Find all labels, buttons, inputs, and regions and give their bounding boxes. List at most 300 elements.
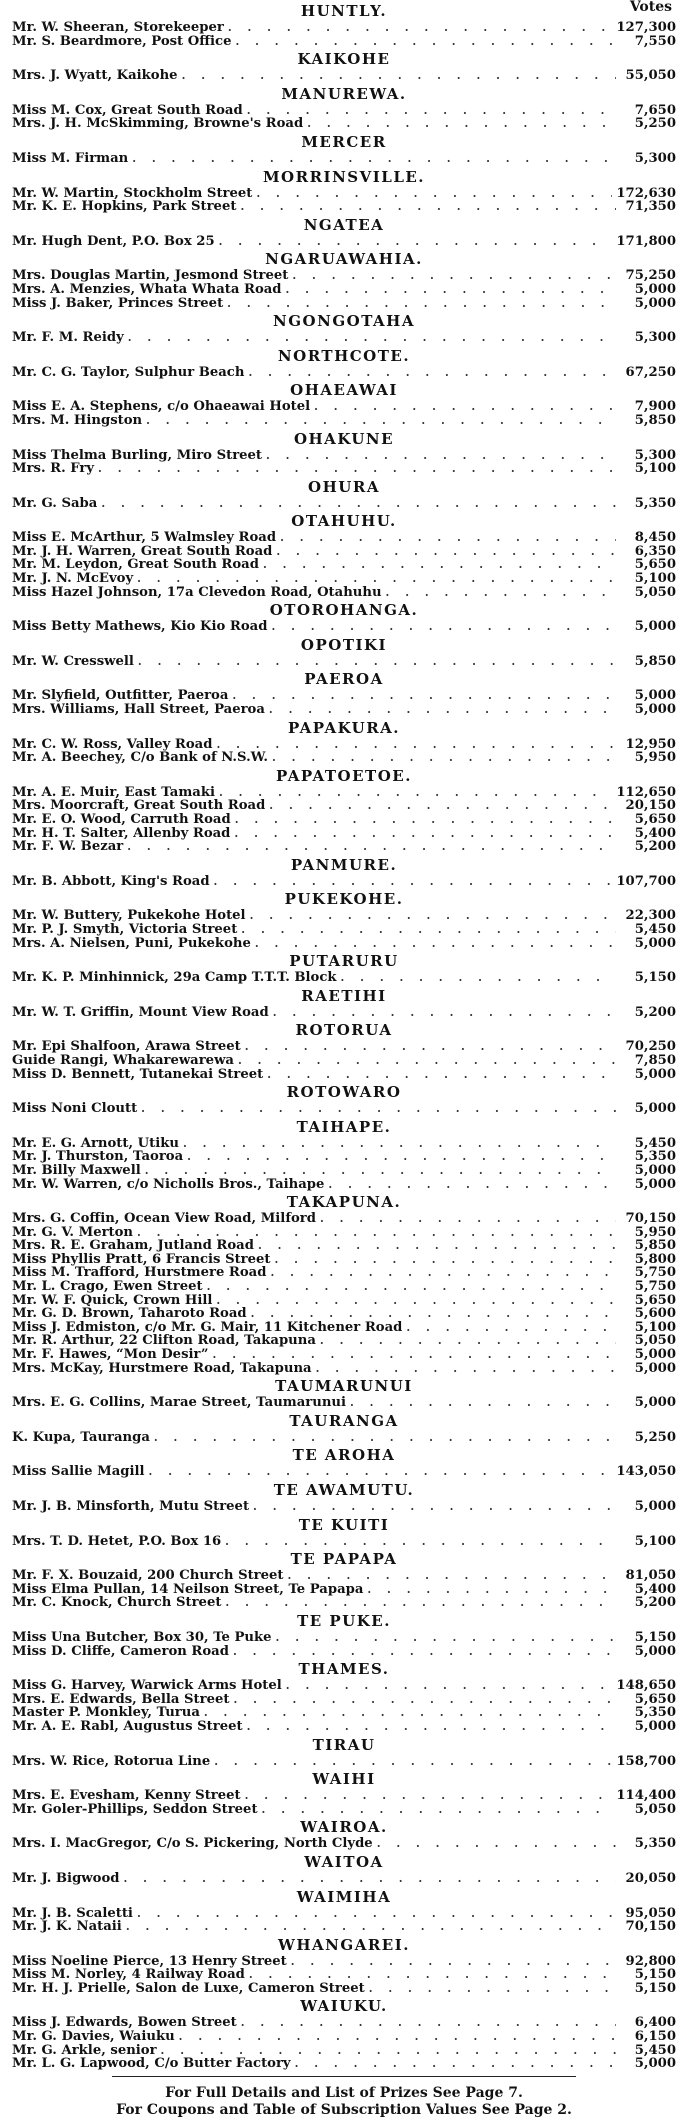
entrant-row [12, 786, 676, 800]
town-section [12, 719, 676, 765]
entrant-votes: 5,300 [634, 447, 676, 463]
town-section [12, 670, 676, 716]
entrant-row [12, 104, 676, 118]
dot-leader [238, 1054, 616, 1068]
town-section [12, 601, 676, 634]
entrant-row [12, 586, 676, 600]
entrant-name: Mr. H. T. Salter, Allenby Road [12, 825, 231, 841]
dot-leader [137, 572, 616, 586]
town-heading: TE PUKE. [297, 1611, 391, 1630]
town-section [12, 430, 676, 476]
entrant-votes: 5,800 [634, 1251, 676, 1267]
entrant-votes: 5,050 [634, 1801, 676, 1817]
entrant-row [12, 1755, 676, 1769]
entrant-name: Mr. Goler-Phillips, Seddon Street [12, 1801, 258, 1817]
entrant-votes: 8,450 [634, 530, 676, 546]
entrant-votes: 5,450 [634, 2042, 676, 2058]
entrant-name: Mr. J. Thurston, Taoroa [12, 1149, 184, 1165]
dot-leader [249, 1968, 616, 1982]
entrant-name: Mr. E. G. Arnott, Utiku [12, 1135, 179, 1151]
dot-leader [225, 1535, 616, 1549]
entrant-row [12, 1535, 676, 1549]
town-section [12, 250, 676, 310]
dot-leader [273, 1006, 616, 1020]
entrant-name: Miss D. Cliffe, Cameron Road [12, 1643, 229, 1659]
town-heading: OPOTIKI [300, 635, 388, 654]
dot-leader [247, 1720, 616, 1734]
entrant-votes: 5,000 [634, 1643, 676, 1659]
entrant-name: Mr. G. V. Merton [12, 1224, 134, 1240]
entrant-name: Miss Phyllis Pratt, 6 Francis Street [12, 1251, 271, 1267]
entrant-name: Mr. A. Beechey, C/o Bank of N.S.W. [12, 750, 269, 766]
entrant-name: Mrs. E. Evesham, Kenny Street [12, 1788, 241, 1804]
entrant-votes: 5,200 [634, 1595, 676, 1611]
entrant-name: Mr. S. Beardmore, Post Office [12, 33, 232, 49]
entrant-name: Mr. H. J. Prielle, Salon de Luxe, Cameron Street [12, 1980, 365, 1996]
entrant-row [12, 1465, 676, 1479]
town-section [12, 636, 676, 669]
entrant-name: Mr. C. W. Ross, Valley Road [12, 736, 213, 752]
town-section [12, 312, 676, 345]
entrant-row [12, 1137, 676, 1151]
dot-leader [275, 1253, 616, 1267]
dot-leader [161, 2044, 616, 2058]
entrant-name: Miss J. Baker, Princes Street [12, 295, 224, 311]
town-section [12, 1550, 676, 1610]
entrant-votes: 112,650 [616, 784, 676, 800]
dot-leader [137, 1907, 616, 1921]
entrant-row [12, 1837, 676, 1851]
dot-leader [127, 840, 616, 854]
dot-leader [233, 1645, 616, 1659]
entrant-name: Miss E. McArthur, 5 Walmsley Road [12, 530, 277, 546]
dot-leader [132, 152, 616, 166]
dot-leader [286, 283, 616, 297]
entrant-name: Mr. G. Saba [12, 495, 98, 511]
entrant-votes: 5,250 [634, 116, 676, 132]
entrant-name: Miss J. Edwards, Bowen Street [12, 2015, 237, 2031]
entrant-votes: 5,000 [634, 295, 676, 311]
dot-leader [234, 827, 616, 841]
entrant-row [12, 497, 676, 511]
entrant-name: Mr. L. Crago, Ewen Street [12, 1279, 203, 1295]
entrant-row [12, 1907, 676, 1921]
entrant-votes: 5,000 [634, 1395, 676, 1411]
entrant-name: Mr. F. M. Reidy [12, 330, 124, 346]
dot-leader [235, 813, 616, 827]
entrant-row [12, 152, 676, 166]
entrant-name: Mr. G. Davies, Waiuku [12, 2029, 175, 2045]
entrant-row [12, 1500, 676, 1514]
entrant-name: Mr. Epi Shalfoon, Arawa Street [12, 1039, 241, 1055]
dot-leader [280, 531, 616, 545]
town-heading: WAIHI [312, 1770, 376, 1789]
town-section [12, 216, 676, 249]
entrant-name: Miss Betty Mathews, Kio Kio Road [12, 619, 268, 635]
entrant-name: Miss M. Cox, Great South Road [12, 102, 243, 118]
dot-leader [183, 1137, 616, 1151]
entrant-row [12, 813, 676, 827]
entrant-row [12, 840, 676, 854]
entrant-votes: 5,200 [634, 1004, 676, 1020]
entrant-name: Mrs. E. Edwards, Bella Street [12, 1691, 230, 1707]
entrant-row [12, 1955, 676, 1969]
entrant-name: Mrs. W. Rice, Rotorua Line [12, 1753, 211, 1769]
entrant-row [12, 1720, 676, 1734]
entrant-row [12, 1706, 676, 1720]
entrant-row [12, 1396, 676, 1410]
entrant-row [12, 1348, 676, 1362]
entrant-name: Mr. W. Warren, c/o Nicholls Bros., Taihape [12, 1176, 325, 1192]
entrant-name: Mr. G. Arkle, senior [12, 2042, 157, 2058]
town-heading: OTAHUHU. [291, 512, 397, 531]
entrant-votes: 5,000 [634, 688, 676, 704]
entrant-name: Miss J. Edmiston, c/o Mr. G. Mair, 11 Kitchener Road [12, 1319, 403, 1335]
dot-leader [328, 1178, 616, 1192]
entrant-name: Miss Hazel Johnson, 17a Clevedon Road, Otahuhu [12, 584, 382, 600]
entrant-name: Mrs. J. H. McSkimming, Browne's Road [12, 116, 304, 132]
entrant-name: Mrs. A. Nielsen, Puni, Pukekohe [12, 935, 251, 951]
entrant-row [12, 366, 676, 380]
entrant-row [12, 1294, 676, 1308]
entrant-name: Mr. B. Abbott, King's Road [12, 873, 210, 889]
entrant-votes: 7,900 [634, 399, 676, 415]
dot-leader [253, 1500, 616, 1514]
town-heading: TAUMARUNUI [275, 1377, 413, 1396]
dot-leader [123, 1872, 616, 1886]
town-section [12, 85, 676, 131]
entrant-row [12, 283, 676, 297]
dot-leader [269, 799, 616, 813]
town-heading: OHAEAWAI [290, 381, 398, 400]
dot-leader [233, 1693, 616, 1707]
entrant-row [12, 1679, 676, 1693]
entrant-votes: 6,150 [634, 2029, 676, 2045]
entrant-name: Mrs. Douglas Martin, Jesmond Street [12, 268, 289, 284]
town-heading: PAPATOETOE. [276, 766, 412, 785]
entrant-row [12, 2030, 676, 2044]
entrant-votes: 5,000 [634, 281, 676, 297]
entrant-votes: 5,100 [634, 461, 676, 477]
town-section [12, 1770, 676, 1816]
town-heading: WAIROA. [300, 1818, 388, 1837]
entrant-row [12, 655, 676, 669]
dot-leader [276, 545, 616, 559]
entrant-name: Mrs. R. Fry [12, 461, 95, 477]
dot-leader [266, 449, 616, 463]
entrant-row [12, 1693, 676, 1707]
entrant-name: Mr. E. O. Wood, Carruth Road [12, 812, 231, 827]
dot-leader [182, 69, 616, 83]
dot-leader [214, 875, 613, 889]
dot-leader [204, 1706, 616, 1720]
dot-leader [288, 1569, 616, 1583]
entrant-name: Mr. F. Hawes, “Mon Desir” [12, 1347, 209, 1363]
dot-leader [241, 923, 616, 937]
dot-leader [219, 786, 612, 800]
entrant-row [12, 35, 676, 49]
entrant-votes: 5,150 [634, 1629, 676, 1645]
entrant-row [12, 1982, 676, 1996]
dot-leader [219, 235, 613, 249]
dot-leader [214, 1755, 612, 1769]
town-section [12, 1118, 676, 1191]
dot-leader [216, 738, 616, 752]
entrant-row [12, 620, 676, 634]
town-heading: PUKEKOHE. [284, 890, 404, 909]
entrant-name: Mr. J. B. Scaletti [12, 1905, 133, 1921]
entrant-votes: 81,050 [625, 1568, 676, 1584]
town-heading: MERCER [301, 132, 387, 151]
town-heading: WAIUKU. [300, 1997, 388, 2016]
dot-leader [341, 971, 616, 985]
entrant-votes: 22,300 [625, 908, 676, 924]
entrant-votes: 5,100 [634, 571, 676, 587]
dot-leader [101, 497, 616, 511]
town-section [12, 856, 676, 889]
entrant-votes: 114,400 [616, 1788, 676, 1804]
entrant-name: Mr. P. J. Smyth, Victoria Street [12, 921, 238, 937]
town-heading: ROTORUA [295, 1021, 393, 1040]
dot-leader [248, 366, 616, 380]
entrant-row [12, 1803, 676, 1817]
entrant-name: Mr. J. B. Minsforth, Mutu Street [12, 1499, 250, 1514]
entrant-votes: 20,050 [625, 1870, 676, 1886]
entrant-votes: 5,000 [634, 1101, 676, 1117]
dot-leader [247, 104, 616, 118]
entrant-votes: 148,650 [616, 1678, 676, 1694]
town-section [12, 168, 676, 214]
entrant-row [12, 827, 676, 841]
entrant-votes: 5,050 [634, 1333, 676, 1349]
entrant-row [12, 1280, 676, 1294]
entrant-name: Mr. Billy Maxwell [12, 1162, 141, 1178]
entrant-votes: 5,950 [634, 1224, 676, 1240]
entrant-name: Mr. K. E. Hopkins, Park Street [12, 199, 237, 215]
town-heading: MORRINSVILLE. [262, 167, 426, 186]
entrant-votes: 5,250 [634, 1429, 676, 1445]
entrant-name: Mrs. T. D. Hetet, P.O. Box 16 [12, 1533, 222, 1549]
entrant-name: Mr. Hugh Dent, P.O. Box 25 [12, 233, 215, 249]
entrant-votes: 5,000 [634, 1718, 676, 1734]
entrant-name: Mr. J. H. Warren, Great South Road [12, 543, 273, 559]
entrant-votes: 5,000 [634, 1176, 676, 1192]
dot-leader [240, 200, 616, 214]
town-section [12, 50, 676, 83]
entrant-row [12, 1362, 676, 1376]
dot-leader [272, 751, 616, 765]
entrant-votes: 5,000 [634, 619, 676, 635]
entrant-row [12, 531, 676, 545]
entrant-row [12, 462, 676, 476]
dot-leader [255, 937, 616, 951]
entrant-votes: 5,100 [634, 1533, 676, 1549]
town-heading: KAIKOHE [297, 50, 391, 69]
entrant-name: Mr. W. T. Griffin, Mount View Road [12, 1004, 269, 1020]
entrant-row [12, 1583, 676, 1597]
entrant-name: Mrs. R. E. Graham, Jutland Road [12, 1238, 254, 1254]
town-heading: TAURANGA [289, 1411, 399, 1430]
votes-list-document [12, 0, 676, 2119]
entrant-row [12, 1006, 676, 1020]
town-heading: OHAKUNE [293, 429, 395, 448]
entrant-votes: 71,350 [625, 199, 676, 215]
town-section [12, 890, 676, 950]
entrant-name: Guide Rangi, Whakarewarewa [12, 1052, 234, 1068]
dot-leader [369, 1982, 616, 1996]
entrant-votes: 172,630 [616, 185, 676, 201]
entrant-votes: 5,000 [634, 1162, 676, 1178]
dot-leader [251, 1307, 616, 1321]
entrant-name: Mrs. M. Hingston [12, 412, 143, 428]
entrant-votes: 7,650 [634, 102, 676, 118]
entrant-name: Miss Noeline Pierce, 13 Henry Street [12, 1953, 287, 1969]
entrant-row [12, 937, 676, 951]
entrant-votes: 7,850 [634, 1052, 676, 1068]
entrant-name: Mr. J. K. Nataii [12, 1919, 122, 1935]
dot-leader [245, 1789, 613, 1803]
dot-leader [241, 2016, 616, 2030]
dot-leader [256, 187, 612, 201]
dot-leader [187, 1150, 616, 1164]
dot-leader [262, 1803, 616, 1817]
entrant-row [12, 1068, 676, 1082]
town-section [12, 2, 676, 48]
entrant-row [12, 1569, 676, 1583]
town-section [12, 1997, 676, 2070]
entrant-votes: 70,150 [625, 1211, 676, 1227]
town-heading: PAEROA [304, 670, 384, 689]
entrant-votes: 5,850 [634, 412, 676, 428]
entrant-row [12, 187, 676, 201]
entrant-votes: 5,850 [634, 653, 676, 669]
entrant-row [12, 1150, 676, 1164]
entrant-row [12, 738, 676, 752]
entrant-name: Mr. J. N. McEvoy [12, 571, 134, 587]
dot-leader [250, 909, 616, 923]
entrant-name: Mrs. E. G. Collins, Marae Street, Taumarunui [12, 1395, 347, 1411]
town-section [12, 347, 676, 380]
entrant-votes: 5,850 [634, 1238, 676, 1254]
entrant-row [12, 400, 676, 414]
entrant-row [12, 875, 676, 889]
entrant-row [12, 923, 676, 937]
entrant-row [12, 1431, 676, 1445]
town-section [12, 952, 676, 985]
entrant-votes: 5,650 [634, 1292, 676, 1308]
entrant-votes: 5,750 [634, 1279, 676, 1295]
entrant-row [12, 1266, 676, 1280]
entrant-votes: 5,000 [634, 1499, 676, 1514]
entrant-votes: 20,150 [625, 798, 676, 814]
town-heading: TE KUITI [298, 1515, 390, 1534]
entrant-name: Miss Elma Pullan, 14 Neilson Street, Te Papapa [12, 1581, 364, 1597]
entrant-votes: 5,350 [634, 495, 676, 511]
town-section [12, 1446, 676, 1479]
entrant-name: Mrs. A. Menzies, Whata Whata Road [12, 281, 282, 297]
entrant-votes: 5,950 [634, 750, 676, 766]
town-heading: HUNTLY. [300, 2, 388, 20]
dot-leader [350, 1396, 616, 1410]
entrant-name: Mr. C. Knock, Church Street [12, 1595, 222, 1611]
entrant-name: Mr. W. Cresswell [12, 653, 134, 669]
entrant-row [12, 1334, 676, 1348]
dot-leader [320, 1334, 616, 1348]
entrant-name: Miss E. A. Stephens, c/o Ohaeawai Hotel [12, 399, 311, 415]
entrant-votes: 5,050 [634, 584, 676, 600]
entrant-votes: 5,650 [634, 1691, 676, 1707]
entrant-row [12, 909, 676, 923]
dot-leader [314, 400, 616, 414]
town-heading: NORTHCOTE. [277, 346, 411, 365]
town-heading: WAITOA [304, 1852, 384, 1871]
entrant-votes: 75,250 [625, 268, 676, 284]
dot-leader [227, 297, 616, 311]
entrant-votes: 6,400 [634, 2015, 676, 2031]
town-heading: NGATEA [303, 215, 385, 234]
entrant-row [12, 2057, 676, 2071]
entrant-row [12, 1164, 676, 1178]
dot-leader [286, 1679, 613, 1693]
dot-leader [267, 1068, 616, 1082]
entrant-row [12, 1321, 676, 1335]
entrant-row [12, 1596, 676, 1610]
town-section [12, 381, 676, 427]
entrant-row [12, 1212, 676, 1226]
entrant-votes: 5,400 [634, 825, 676, 841]
entrant-row [12, 558, 676, 572]
dot-leader [367, 1583, 616, 1597]
entrant-name: Mr. Slyfield, Outfitter, Paeroa [12, 688, 229, 704]
town-section [12, 767, 676, 854]
entrant-row [12, 751, 676, 765]
dot-leader [235, 35, 616, 49]
entrant-votes: 5,100 [634, 1319, 676, 1335]
entrant-row [12, 703, 676, 717]
entrant-name: Mr. W. Martin, Stockholm Street [12, 185, 253, 201]
entrant-name: Mrs. Williams, Hall Street, Paeroa [12, 702, 265, 718]
entrant-row [12, 414, 676, 428]
town-section [12, 1193, 676, 1375]
entrant-row [12, 971, 676, 985]
entrant-votes: 55,050 [625, 68, 676, 84]
entrant-votes: 143,050 [616, 1464, 676, 1480]
entrant-row [12, 1253, 676, 1267]
entrant-votes: 5,000 [634, 702, 676, 718]
entrant-votes: 5,150 [634, 970, 676, 986]
entrant-row [12, 1040, 676, 1054]
entrant-row [12, 1968, 676, 1982]
entrant-votes: 70,250 [625, 1039, 676, 1055]
entrant-name: Mrs. I. MacGregor, C/o S. Pickering, North Clyde [12, 1836, 373, 1852]
town-sections [12, 2, 676, 2071]
entrant-votes: 70,150 [625, 1919, 676, 1935]
town-section [12, 987, 676, 1020]
entrant-row [12, 572, 676, 586]
entrant-votes: 5,000 [634, 1360, 676, 1376]
entrant-row [12, 449, 676, 463]
entrant-votes: 92,800 [625, 1953, 676, 1969]
entrant-row [12, 1102, 676, 1116]
entrant-votes: 171,800 [616, 233, 676, 249]
town-section [12, 1853, 676, 1886]
town-heading: WHANGAREI. [278, 1935, 410, 1954]
dot-leader [232, 689, 616, 703]
dot-leader [276, 1631, 616, 1645]
dot-leader [295, 2057, 616, 2071]
entrant-row [12, 1789, 676, 1803]
entrant-name: Mr. L. G. Lapwood, C/o Butter Factory [12, 2056, 291, 2072]
